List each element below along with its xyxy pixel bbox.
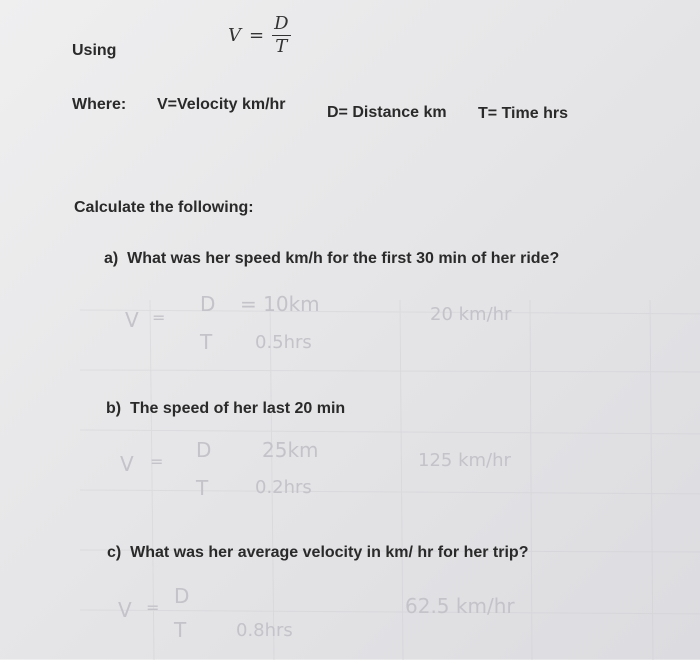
- ghost-a-d: D: [200, 292, 216, 316]
- formula-fraction: [272, 14, 290, 57]
- ghost-c-eq: =: [146, 598, 160, 617]
- where-label: Where:: [72, 96, 127, 113]
- question-a-text: What was her speed km/h for the first 30 min of her ride?: [127, 250, 560, 267]
- ghost-a-time: 0.5hrs: [255, 332, 312, 353]
- formula-numerator: D: [274, 13, 289, 34]
- ghost-b-time: 0.2hrs: [255, 477, 312, 498]
- ghost-c-answer: 62.5 km/hr: [405, 594, 515, 618]
- ghost-a-dist: = 10km: [240, 292, 320, 316]
- question-c: [107, 544, 528, 562]
- ghost-a-t: T: [200, 330, 213, 354]
- ghost-b-eq: =: [150, 452, 164, 471]
- question-c-text: What was her average velocity in km/ hr for her trip?: [130, 544, 529, 561]
- question-b-marker: b): [106, 400, 122, 417]
- formula-denominator: T: [275, 36, 288, 57]
- ghost-b-dist: 25km: [262, 438, 319, 462]
- ghost-b-t: T: [196, 476, 209, 500]
- ghost-c-t: T: [174, 618, 187, 642]
- time-definition: T= Time hrs: [478, 105, 568, 122]
- velocity-formula: [228, 14, 291, 57]
- ghost-a-v: V: [125, 308, 139, 332]
- question-b-text: The speed of her last 20 min: [130, 400, 346, 417]
- velocity-definition: V=Velocity km/hr: [157, 96, 286, 113]
- instruction-heading: Calculate the following:: [74, 199, 254, 216]
- formula-equals: =: [249, 25, 265, 46]
- question-a-marker: a): [104, 250, 119, 267]
- ghost-a-answer: 20 km/hr: [430, 304, 512, 325]
- background-grid: [80, 300, 700, 660]
- question-c-marker: c): [107, 544, 122, 561]
- ghost-b-d: D: [196, 438, 212, 462]
- formula-lhs: V: [228, 25, 241, 46]
- ghost-c-d: D: [174, 584, 190, 608]
- ghost-c-v: V: [118, 598, 132, 622]
- distance-definition: D= Distance km: [327, 104, 447, 121]
- question-a: [104, 250, 559, 268]
- ghost-c-time: 0.8hrs: [236, 620, 293, 641]
- question-b: [106, 400, 345, 418]
- ghost-a-eq: =: [152, 308, 166, 327]
- ghost-b-answer: 125 km/hr: [418, 450, 511, 471]
- ghost-b-v: V: [120, 452, 134, 476]
- using-label: Using: [72, 42, 117, 59]
